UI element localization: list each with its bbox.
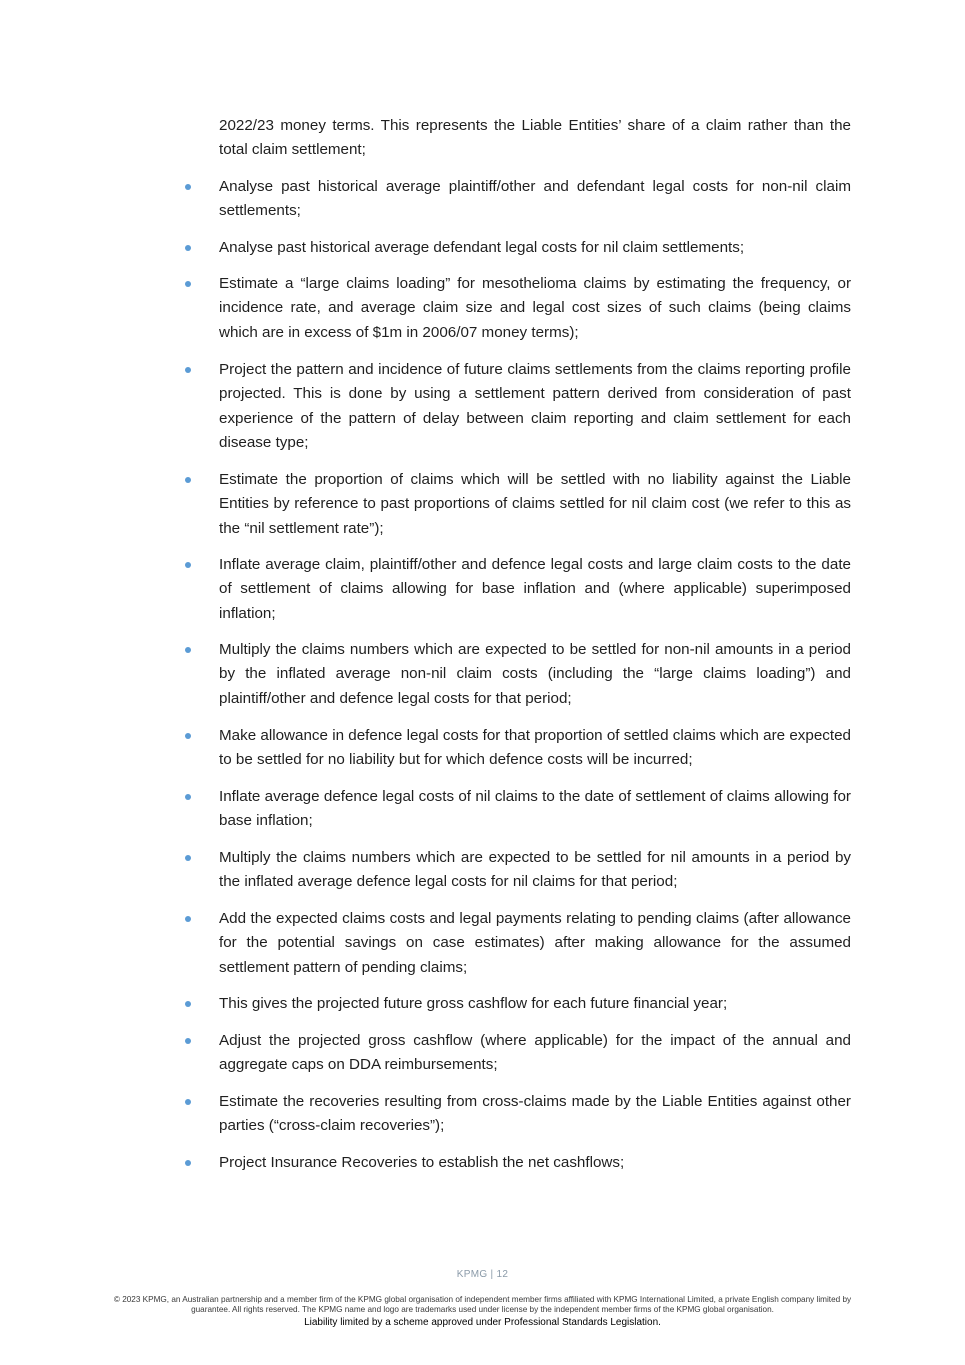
- list-item: Inflate average defence legal costs of nil claims to the date of settlement of claims allowing for base inflation;: [219, 785, 851, 834]
- list-item: Multiply the claims numbers which are expected to be settled for nil amounts in a period by the inflated average defence legal costs for nil claims for that period;: [219, 846, 851, 895]
- list-item: Inflate average claim, plaintiff/other and defence legal costs and large claim costs to the date of settlement of claims allowing for base inflation and (where applicable) superimposed inflation;: [219, 553, 851, 626]
- bullet-icon: [185, 281, 191, 287]
- list-item: Multiply the claims numbers which are expected to be settled for non-nil amounts in a period by the inflated average non-nil claim costs (including the “large claims loading”) and plaintiff/other and defence legal costs for that period;: [219, 638, 851, 711]
- list-item: Analyse past historical average plaintiff/other and defendant legal costs for non-nil claim settlements;: [219, 175, 851, 224]
- bullet-icon: [185, 1099, 191, 1105]
- bullet-icon: [185, 916, 191, 922]
- footer: [100, 1295, 865, 1330]
- bullet-icon: [185, 367, 191, 373]
- list-item: Estimate a “large claims loading” for mesothelioma claims by estimating the frequency, or incidence rate, and average claim size and legal cost sizes of such claims (being claims which are in excess of $1m in 2006/07 money terms);: [219, 272, 851, 345]
- list-item: Analyse past historical average defendant legal costs for nil claim settlements;: [219, 236, 851, 260]
- list-item: Project Insurance Recoveries to establish the net cashflows;: [219, 1151, 851, 1175]
- bullet-icon: [185, 855, 191, 861]
- continuation-paragraph: 2022/23 money terms. This represents the Liable Entities’ share of a claim rather than the total claim settlement;: [219, 117, 851, 159]
- bullet-icon: [185, 1001, 191, 1007]
- page-number: KPMG | 12: [456, 1269, 509, 1280]
- list-item: Estimate the recoveries resulting from cross-claims made by the Liable Entities against other parties (“cross-claim recoveries”);: [219, 1090, 851, 1139]
- list-item: This gives the projected future gross cashflow for each future financial year;: [219, 992, 851, 1016]
- bullet-icon: [185, 647, 191, 653]
- bullet-icon: [185, 245, 191, 251]
- list-item: Add the expected claims costs and legal payments relating to pending claims (after allowance for the potential savings on case estimates) after making allowance for the assumed settlement pattern of pending claims;: [219, 907, 851, 980]
- bullet-icon: [185, 1160, 191, 1166]
- bullet-icon: [185, 184, 191, 190]
- bullet-icon: [185, 733, 191, 739]
- bullet-icon: [185, 794, 191, 800]
- bullet-icon: [185, 1038, 191, 1044]
- list-item: Adjust the projected gross cashflow (where applicable) for the impact of the annual and aggregate caps on DDA reimbursements;: [219, 1029, 851, 1078]
- bullet-icon: [185, 562, 191, 568]
- bullet-icon: [185, 477, 191, 483]
- liability-notice: Liability limited by a scheme approved under Professional Standards Legislation.: [304, 1316, 661, 1328]
- copyright-notice: © 2023 KPMG, an Australian partnership and a member firm of the KPMG global organisation of independent member firms affiliated with KPMG International Limited, a private English company limited by guarantee. All rights reserved. The KPMG name and logo are trademarks used under license by the independent member firms of the KPMG global organisation.: [113, 1295, 852, 1315]
- list-item: Project the pattern and incidence of future claims settlements from the claims reporting profile projected. This is done by using a settlement pattern derived from consideration of past experience of the pattern of delay between claim reporting and claim settlement for each disease type;: [219, 358, 851, 456]
- list-item: Estimate the proportion of claims which will be settled with no liability against the Liable Entities by reference to past proportions of claims settled for nil claim cost (we refer to this as the “nil settlement rate”);: [219, 468, 851, 541]
- list-item: Make allowance in defence legal costs for that proportion of settled claims which are expected to be settled for no liability but for which defence costs will be incurred;: [219, 724, 851, 773]
